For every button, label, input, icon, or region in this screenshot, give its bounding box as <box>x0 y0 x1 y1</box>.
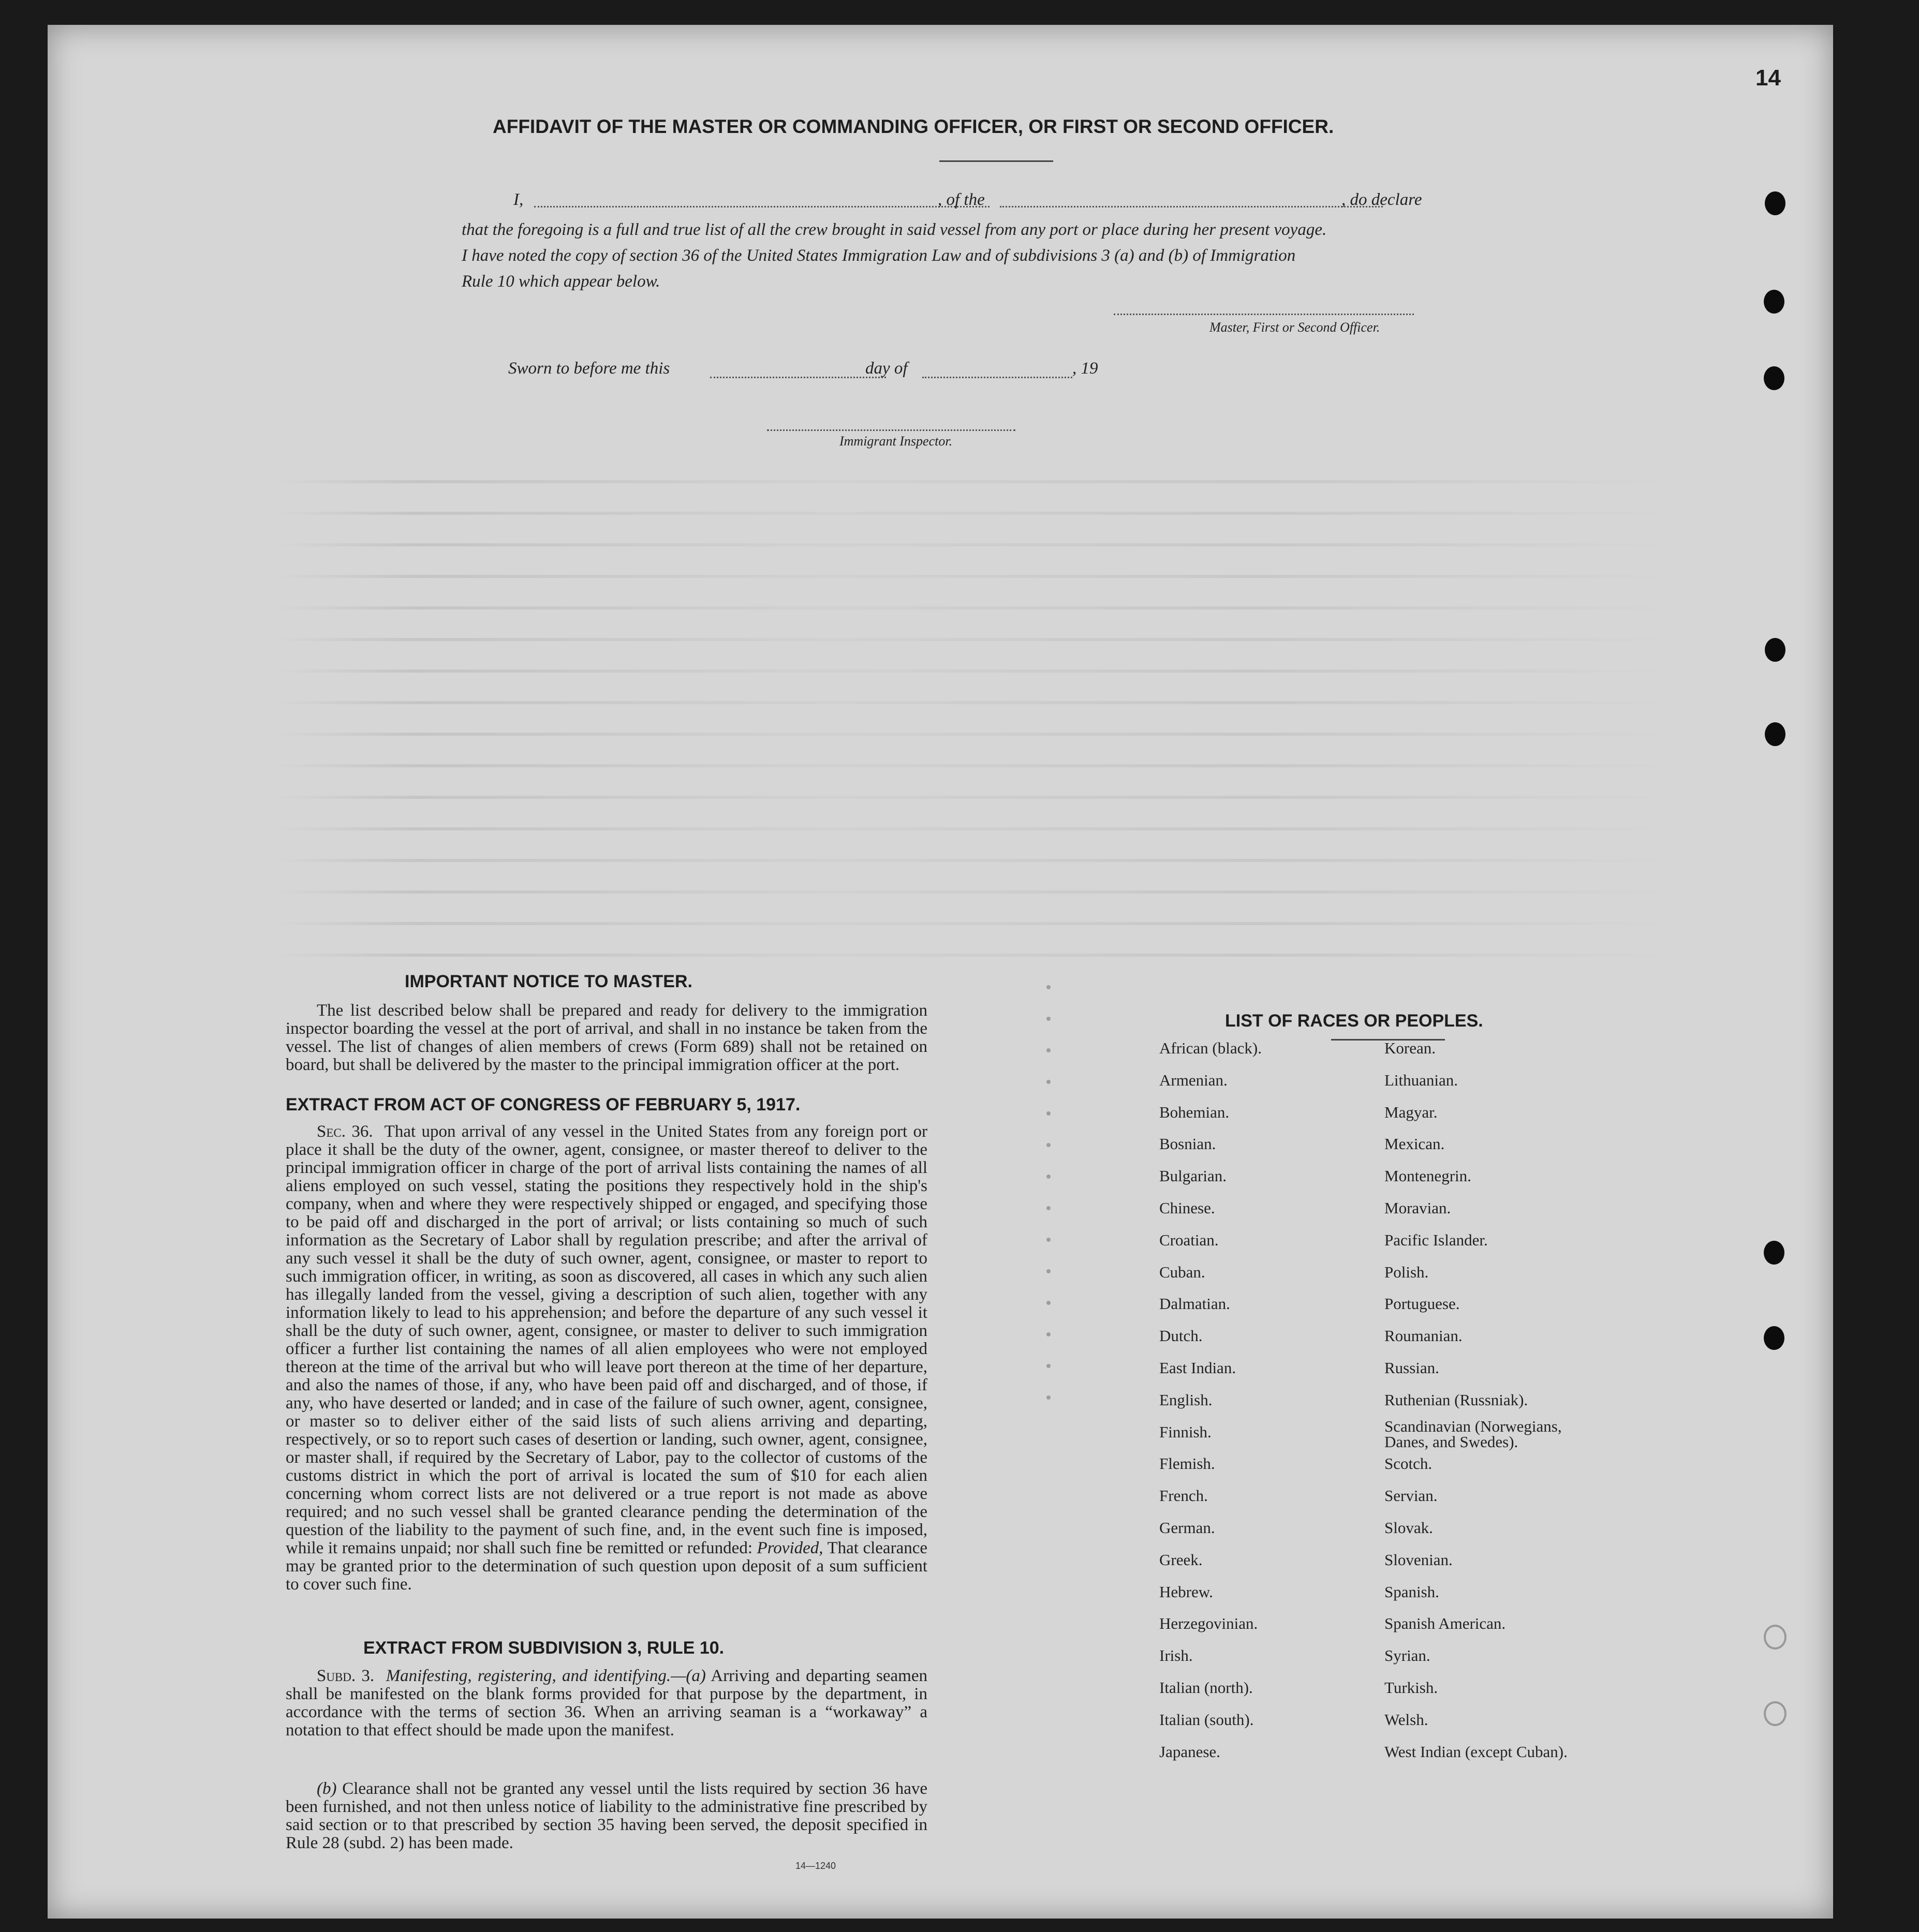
para-b-label: (b) <box>317 1779 337 1798</box>
race-item: English. <box>1159 1391 1213 1409</box>
subd-label: Subd. 3. <box>317 1667 375 1685</box>
race-item: Slovenian. <box>1384 1551 1453 1569</box>
race-item: Scotch. <box>1384 1454 1433 1473</box>
binder-hole <box>1765 191 1785 215</box>
bleed-dot <box>1046 1080 1051 1084</box>
bleed-row <box>275 890 1673 894</box>
race-item: Irish. <box>1159 1646 1193 1665</box>
bleed-dot <box>1046 985 1051 989</box>
declarant-label: I, <box>513 190 524 209</box>
bleed-dot <box>1046 1238 1051 1242</box>
bleed-row <box>275 575 1673 578</box>
race-item: Turkish. <box>1384 1678 1438 1697</box>
inspector-label: Immigrant Inspector. <box>839 434 953 449</box>
race-item: Chinese. <box>1159 1199 1215 1217</box>
bleed-dot <box>1046 1017 1051 1021</box>
race-item: Polish. <box>1384 1263 1429 1281</box>
notice-text: The list described below shall be prepared and ready for delivery to the immigration inspector boarding the vessel at the port of arrival, and shall in no instance be taken from the vessel. The list of changes of alien members of crews (Form 689) shall not be retained on board, but shall be delivered by the master to the principal immigration officer at the port. <box>286 1001 927 1074</box>
provided-word: Provided, <box>757 1539 823 1557</box>
race-item: Italian (north). <box>1159 1678 1253 1697</box>
bleed-row <box>275 480 1673 483</box>
bleed-row <box>275 638 1673 641</box>
bleed-row <box>275 512 1673 515</box>
race-item: Lithuanian. <box>1384 1071 1458 1089</box>
bleed-row <box>275 733 1673 736</box>
race-item: Italian (south). <box>1159 1711 1254 1729</box>
master-signature-field[interactable] <box>1114 314 1414 315</box>
race-item: Dutch. <box>1159 1327 1203 1345</box>
bleed-row <box>275 859 1673 862</box>
binder-hole <box>1764 1326 1784 1350</box>
race-item: German. <box>1159 1519 1215 1537</box>
subdivision-a-text <box>286 1667 927 1740</box>
bleed-row <box>275 543 1673 546</box>
sworn-month-field[interactable] <box>922 377 1072 378</box>
inspector-signature-field[interactable] <box>767 429 1015 431</box>
binder-hole <box>1764 1241 1784 1265</box>
section-36-text <box>286 1123 927 1594</box>
section-36-body: That upon arrival of any vessel in the United States from any foreign port or place it shall be the duty of the owner, agent, consignee, or master thereof to deliver to the principal immigration officer in charge of the port of arrival lists containing the names of all aliens employed on such vessel, stating the positions they respectively hold in the ship's company, when and where they were respectively shipped or engaged, and specifying those to be paid off and discharged in the port of arrival; or lists containing so much of such information as the Secretary of Labor shall by regulation prescribe; and after the arrival of any such vessel it shall be the duty of such owner, agent, consignee, or master to report to such immigration officer, in writing, as soon as discovered, all cases in which any such alien has illegally landed from the vessel, giving a description of such alien, together with any information likely to lead to his apprehension; and before the departure of any such vessel it shall be the duty of such owner, agent, consignee, or master to deliver to such immigration officer a further list containing the names of all alien employees who were not employed thereon at the time of the arrival but who will leave port thereon at the time of her departure, and also the names of those, if any, who have been paid off and discharged, and of those, if any, who have deserted or landed; and in case of the failure of such owner, agent, consignee, or master so to deliver either of the said lists of such aliens arriving and departing, respectively, or so to report such cases of desertion or landing, such owner, agent, consignee, or master shall, if required by the Secretary of Labor, pay to the collector of customs of the customs district in which the port of arrival is located the sum of $10 for each alien concerning whom correct lists are not delivered or a true report is not made as above required; and no such vessel shall be granted clearance pending the determination of the question of the liability to the payment of such fine, and, in the event such fine is imposed, while it remains unpaid; nor shall such fine be remitted or refunded: <box>286 1122 928 1557</box>
bleed-row <box>275 827 1673 830</box>
sworn-label: Sworn to before me this <box>508 359 670 378</box>
race-item: French. <box>1159 1487 1208 1505</box>
race-item: Russian. <box>1384 1359 1439 1377</box>
year-label: , 19 <box>1072 359 1098 378</box>
race-item: Pacific Islander. <box>1384 1231 1488 1249</box>
binder-ring <box>1764 1701 1787 1726</box>
race-item: Flemish. <box>1159 1454 1215 1473</box>
race-item: African (black). <box>1159 1039 1262 1057</box>
para-b: Clearance shall not be granted any vessel until the lists required by section 36 have been furnished, and not then unless notice of liability to the administrative fine prescribed by said section or to that prescribed by section 35 having been served, the deposit specified in Rule 28 (subd. 2) has been made. <box>286 1779 927 1852</box>
bleed-dot <box>1046 1301 1051 1305</box>
race-item: West Indian (except Cuban). <box>1384 1743 1568 1761</box>
bleed-row <box>275 796 1673 799</box>
race-item: Spanish. <box>1384 1583 1439 1601</box>
bleed-dot <box>1046 1206 1051 1210</box>
race-item: Hebrew. <box>1159 1583 1213 1601</box>
race-item: Herzegovinian. <box>1159 1614 1258 1632</box>
bleed-row <box>275 701 1673 704</box>
bleed-row <box>275 954 1673 957</box>
vessel-name-field[interactable] <box>1000 206 1383 207</box>
bleed-dot <box>1046 1395 1051 1400</box>
affidavit-line-2: that the foregoing is a full and true list of all the crew brought in said vessel from any port or place during her present voyage. <box>462 220 1327 239</box>
race-item: Welsh. <box>1384 1711 1428 1729</box>
race-item: Finnish. <box>1159 1423 1212 1441</box>
race-item: Bulgarian. <box>1159 1167 1227 1185</box>
race-item: Scandinavian (Norwegians, Danes, and Swedes). <box>1384 1417 1562 1451</box>
race-item: Korean. <box>1384 1039 1436 1057</box>
para-a: Arriving and departing seamen shall be manifested on the blank forms provided for that purpose by the department, in accordance with the terms of section 36. When an arriving seaman is a “workaway” a notation to that effect should be made upon the manifest. <box>286 1667 927 1740</box>
corner-page-mark: 14 <box>1755 65 1781 91</box>
binder-hole <box>1764 290 1784 314</box>
bleed-dot <box>1046 1111 1051 1116</box>
bleed-dot <box>1046 1143 1051 1147</box>
vessel-label: , of the <box>938 190 985 209</box>
race-item: Magyar. <box>1384 1103 1438 1121</box>
race-item: Roumanian. <box>1384 1327 1463 1345</box>
race-item: Montenegrin. <box>1384 1167 1471 1185</box>
race-item: Spanish American. <box>1384 1614 1506 1632</box>
race-item: Mexican. <box>1384 1135 1445 1153</box>
race-item: Armenian. <box>1159 1071 1228 1089</box>
bleed-row <box>275 606 1673 610</box>
master-signature-label: Master, First or Second Officer. <box>1209 320 1380 335</box>
race-item: Moravian. <box>1384 1199 1451 1217</box>
bleed-dot <box>1046 1269 1051 1273</box>
extract-act-title: EXTRACT FROM ACT OF CONGRESS OF FEBRUARY 5, 1917. <box>286 1095 801 1114</box>
binder-ring <box>1764 1625 1787 1649</box>
sworn-day-field[interactable] <box>710 377 886 378</box>
bleed-row <box>275 670 1673 673</box>
bleed-dot <box>1046 1332 1051 1336</box>
race-item: Syrian. <box>1384 1646 1430 1665</box>
race-item: Portuguese. <box>1384 1295 1460 1313</box>
race-item: Greek. <box>1159 1551 1203 1569</box>
subd-title: Manifesting, registering, and identifying.—(a) <box>386 1667 706 1685</box>
race-item: Ruthenian (Russniak). <box>1384 1391 1528 1409</box>
document-page <box>48 25 1833 1919</box>
declarant-name-field[interactable] <box>534 206 990 207</box>
declare-label: , do declare <box>1341 190 1422 209</box>
title-underline <box>939 160 1053 162</box>
extract-rule-title: EXTRACT FROM SUBDIVISION 3, RULE 10. <box>363 1638 725 1658</box>
binder-hole <box>1765 638 1785 662</box>
race-item: Servian. <box>1384 1487 1438 1505</box>
bleed-row <box>275 764 1673 767</box>
day-of-label: day of <box>865 359 908 378</box>
affidavit-line-4: Rule 10 which appear below. <box>462 272 660 291</box>
race-item: Croatian. <box>1159 1231 1219 1249</box>
section-label: Sec. 36. <box>317 1122 373 1141</box>
race-item: Bosnian. <box>1159 1135 1216 1153</box>
notice-title: IMPORTANT NOTICE TO MASTER. <box>405 972 692 991</box>
race-item: Dalmatian. <box>1159 1295 1230 1313</box>
subdivision-b-text <box>286 1780 927 1852</box>
affidavit-line-3: I have noted the copy of section 36 of the United States Immigration Law and of subdivisions 3 (a) and (b) of Immigration <box>462 246 1296 265</box>
race-item: Slovak. <box>1384 1519 1433 1537</box>
race-item: Cuban. <box>1159 1263 1205 1281</box>
bleed-row <box>275 922 1673 925</box>
binder-hole <box>1764 366 1784 390</box>
form-number: 14—1240 <box>795 1861 836 1871</box>
bleed-dot <box>1046 1175 1051 1179</box>
affidavit-title: AFFIDAVIT OF THE MASTER OR COMMANDING OFFICER, OR FIRST OR SECOND OFFICER. <box>493 116 1334 137</box>
race-item: Bohemian. <box>1159 1103 1230 1121</box>
bleed-dot <box>1046 1364 1051 1368</box>
binder-hole <box>1765 722 1785 746</box>
section-36-end: That clearance may be granted prior to the determination of such question upon deposit of a sum sufficient to cover such fine. <box>286 1539 928 1594</box>
races-title: LIST OF RACES OR PEOPLES. <box>1225 1011 1483 1031</box>
race-item: East Indian. <box>1159 1359 1236 1377</box>
bleed-dot <box>1046 1048 1051 1052</box>
race-item: Japanese. <box>1159 1743 1220 1761</box>
